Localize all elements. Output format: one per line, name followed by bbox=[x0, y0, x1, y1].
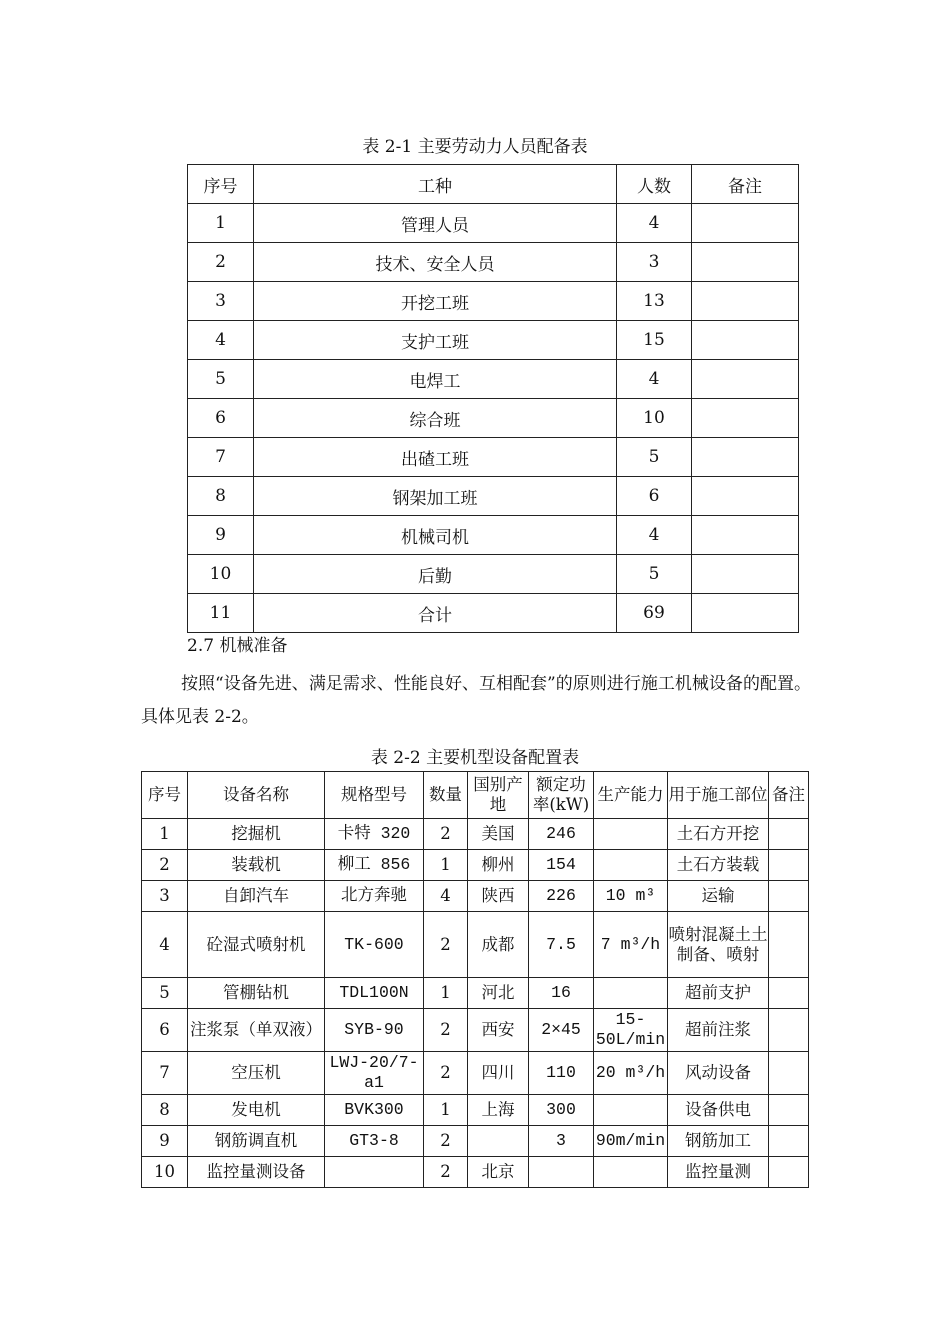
table-cell: 综合班 bbox=[254, 399, 617, 438]
table-cell: 4 bbox=[617, 360, 692, 399]
table-cell: 15-50L/min bbox=[594, 1009, 668, 1052]
table-cell bbox=[692, 204, 799, 243]
table-row bbox=[188, 594, 799, 633]
table-cell: TK-600 bbox=[325, 912, 424, 978]
table-cell: 开挖工班 bbox=[254, 282, 617, 321]
table-cell: 5 bbox=[617, 555, 692, 594]
table-cell bbox=[594, 1095, 668, 1126]
table-cell: 1 bbox=[188, 204, 254, 243]
table-cell bbox=[769, 819, 809, 850]
table-cell: 2×45 bbox=[529, 1009, 594, 1052]
table-cell bbox=[594, 850, 668, 881]
table-cell: 6 bbox=[142, 1009, 188, 1052]
table-row bbox=[188, 555, 799, 594]
table-cell bbox=[594, 819, 668, 850]
table-cell: 8 bbox=[142, 1095, 188, 1126]
table-cell: 成都 bbox=[468, 912, 529, 978]
equipment-table bbox=[141, 771, 809, 1188]
table-cell: 超前注浆 bbox=[668, 1009, 769, 1052]
table-cell: 支护工班 bbox=[254, 321, 617, 360]
table-cell: 15 bbox=[617, 321, 692, 360]
col-header-origin: 国别产地 bbox=[468, 772, 529, 819]
table-cell bbox=[769, 1095, 809, 1126]
table-cell: 7.5 bbox=[529, 912, 594, 978]
col-header-index: 序号 bbox=[188, 165, 254, 204]
table-cell: 监控量测 bbox=[668, 1157, 769, 1188]
table-row bbox=[142, 912, 809, 978]
table-row bbox=[142, 1095, 809, 1126]
table-row bbox=[142, 1126, 809, 1157]
table-cell: 20 m³/h bbox=[594, 1052, 668, 1095]
table-cell bbox=[594, 1157, 668, 1188]
table-cell bbox=[692, 594, 799, 633]
table-cell bbox=[692, 282, 799, 321]
table-cell bbox=[692, 516, 799, 555]
table-cell bbox=[692, 399, 799, 438]
col-header-qty: 数量 bbox=[424, 772, 468, 819]
table-cell: 4 bbox=[424, 881, 468, 912]
table-row bbox=[188, 360, 799, 399]
table-cell: BVK300 bbox=[325, 1095, 424, 1126]
table-cell: 陕西 bbox=[468, 881, 529, 912]
table-cell: 154 bbox=[529, 850, 594, 881]
table-cell: 2 bbox=[424, 912, 468, 978]
table-cell: 卡特 320 bbox=[325, 819, 424, 850]
table-cell: 监控量测设备 bbox=[188, 1157, 325, 1188]
table-cell: TDL100N bbox=[325, 978, 424, 1009]
table-cell: 北京 bbox=[468, 1157, 529, 1188]
table-cell bbox=[769, 850, 809, 881]
table-cell: 300 bbox=[529, 1095, 594, 1126]
table-cell: 设备供电 bbox=[668, 1095, 769, 1126]
table-cell bbox=[769, 912, 809, 978]
table-cell: 7 bbox=[188, 438, 254, 477]
table-cell: 69 bbox=[617, 594, 692, 633]
table-cell: 90m/min bbox=[594, 1126, 668, 1157]
labor-table bbox=[187, 164, 799, 633]
table-cell: 四川 bbox=[468, 1052, 529, 1095]
table-cell: 土石方开挖 bbox=[668, 819, 769, 850]
table-cell: 风动设备 bbox=[668, 1052, 769, 1095]
table-cell: 2 bbox=[188, 243, 254, 282]
table-row bbox=[188, 282, 799, 321]
table-cell: 管理人员 bbox=[254, 204, 617, 243]
table-cell: 砼湿式喷射机 bbox=[188, 912, 325, 978]
table-cell: 8 bbox=[188, 477, 254, 516]
table-row bbox=[142, 819, 809, 850]
table-cell: 注浆泵（单双液） bbox=[188, 1009, 325, 1052]
table-cell: 10 bbox=[617, 399, 692, 438]
table-cell bbox=[769, 881, 809, 912]
table-cell bbox=[529, 1157, 594, 1188]
table-cell: 10 bbox=[142, 1157, 188, 1188]
table2-caption: 表 2-2 主要机型设备配置表 bbox=[370, 748, 580, 768]
table-cell: 电焊工 bbox=[254, 360, 617, 399]
table-cell bbox=[769, 1157, 809, 1188]
table-cell: 2 bbox=[424, 819, 468, 850]
table-row bbox=[142, 978, 809, 1009]
table-cell: 上海 bbox=[468, 1095, 529, 1126]
table-cell: 喷射混凝土土制备、喷射 bbox=[668, 912, 769, 978]
section-heading: 2.7 机械准备 bbox=[187, 636, 288, 656]
table-row bbox=[142, 850, 809, 881]
table-cell: 1 bbox=[424, 850, 468, 881]
table-cell: 北方奔驰 bbox=[325, 881, 424, 912]
table-cell bbox=[468, 1126, 529, 1157]
table-cell: 空压机 bbox=[188, 1052, 325, 1095]
table-cell: 3 bbox=[617, 243, 692, 282]
table-cell: 4 bbox=[617, 516, 692, 555]
table-cell: 技术、安全人员 bbox=[254, 243, 617, 282]
table-row bbox=[142, 881, 809, 912]
col-header-count: 人数 bbox=[617, 165, 692, 204]
table-cell: 挖掘机 bbox=[188, 819, 325, 850]
table-cell: 钢架加工班 bbox=[254, 477, 617, 516]
table-header-row bbox=[142, 772, 809, 819]
col-header-model: 规格型号 bbox=[325, 772, 424, 819]
table-cell: 超前支护 bbox=[668, 978, 769, 1009]
table-cell: 4 bbox=[617, 204, 692, 243]
table-row bbox=[188, 243, 799, 282]
col-header-capacity: 生产能力 bbox=[594, 772, 668, 819]
col-header-index: 序号 bbox=[142, 772, 188, 819]
table-cell: 柳州 bbox=[468, 850, 529, 881]
table-cell: 运输 bbox=[668, 881, 769, 912]
table-cell: 钢筋加工 bbox=[668, 1126, 769, 1157]
table-cell: 7 bbox=[142, 1052, 188, 1095]
table-cell: 后勤 bbox=[254, 555, 617, 594]
table-cell bbox=[769, 1052, 809, 1095]
table-cell: 自卸汽车 bbox=[188, 881, 325, 912]
section-paragraph: 按照“设备先进、满足需求、性能良好、互相配套”的原则进行施工机械设备的配置。具体见表 2-2。 bbox=[141, 674, 811, 727]
table-row bbox=[142, 1157, 809, 1188]
table-cell: 1 bbox=[424, 978, 468, 1009]
table-cell: 6 bbox=[617, 477, 692, 516]
table-cell: 5 bbox=[617, 438, 692, 477]
table-row bbox=[188, 516, 799, 555]
table1-caption: 表 2-1 主要劳动力人员配备表 bbox=[362, 137, 588, 157]
table-cell: 9 bbox=[188, 516, 254, 555]
table-cell: 2 bbox=[424, 1052, 468, 1095]
table-cell: 装载机 bbox=[188, 850, 325, 881]
table-cell: 13 bbox=[617, 282, 692, 321]
table-cell: 226 bbox=[529, 881, 594, 912]
table-cell: 土石方装载 bbox=[668, 850, 769, 881]
table-cell: 合计 bbox=[254, 594, 617, 633]
table-row bbox=[188, 321, 799, 360]
table-cell bbox=[692, 243, 799, 282]
table-cell: 5 bbox=[188, 360, 254, 399]
table-cell: 机械司机 bbox=[254, 516, 617, 555]
equipment-table-body bbox=[142, 819, 809, 1188]
table-row bbox=[188, 477, 799, 516]
table-cell bbox=[769, 1126, 809, 1157]
col-header-name: 设备名称 bbox=[188, 772, 325, 819]
table-cell: 柳工 856 bbox=[325, 850, 424, 881]
table-header-row bbox=[188, 165, 799, 204]
table-row bbox=[142, 1009, 809, 1052]
table-cell: 管棚钻机 bbox=[188, 978, 325, 1009]
table-cell: 出碴工班 bbox=[254, 438, 617, 477]
table-cell: 16 bbox=[529, 978, 594, 1009]
table-cell: 3 bbox=[142, 881, 188, 912]
table-cell: 10 bbox=[188, 555, 254, 594]
table-cell bbox=[769, 1009, 809, 1052]
table-cell: 246 bbox=[529, 819, 594, 850]
col-header-remark: 备注 bbox=[769, 772, 809, 819]
table-cell: 7 m³/h bbox=[594, 912, 668, 978]
table-cell bbox=[692, 477, 799, 516]
table-cell: 3 bbox=[529, 1126, 594, 1157]
table-cell: SYB-90 bbox=[325, 1009, 424, 1052]
table-cell: 4 bbox=[188, 321, 254, 360]
table-cell: 发电机 bbox=[188, 1095, 325, 1126]
col-header-use: 用于施工部位 bbox=[668, 772, 769, 819]
table-cell bbox=[325, 1157, 424, 1188]
table-cell bbox=[692, 555, 799, 594]
table-cell: 110 bbox=[529, 1052, 594, 1095]
table-cell: 1 bbox=[142, 819, 188, 850]
table-cell: 9 bbox=[142, 1126, 188, 1157]
table-cell: 2 bbox=[424, 1126, 468, 1157]
table-cell: 11 bbox=[188, 594, 254, 633]
table-cell bbox=[692, 438, 799, 477]
table-cell: 2 bbox=[424, 1009, 468, 1052]
table-row bbox=[188, 438, 799, 477]
table-cell: 1 bbox=[424, 1095, 468, 1126]
table-cell bbox=[594, 978, 668, 1009]
table-row bbox=[188, 399, 799, 438]
table-cell: LWJ-20/7-a1 bbox=[325, 1052, 424, 1095]
table-cell: 西安 bbox=[468, 1009, 529, 1052]
table-cell: 4 bbox=[142, 912, 188, 978]
table-cell: 6 bbox=[188, 399, 254, 438]
table-cell: 河北 bbox=[468, 978, 529, 1009]
col-header-trade: 工种 bbox=[254, 165, 617, 204]
table-cell: 美国 bbox=[468, 819, 529, 850]
table-cell: 2 bbox=[142, 850, 188, 881]
table-cell bbox=[692, 321, 799, 360]
table-cell: GT3-8 bbox=[325, 1126, 424, 1157]
col-header-remark: 备注 bbox=[692, 165, 799, 204]
table-cell: 10 m³ bbox=[594, 881, 668, 912]
table-row bbox=[142, 1052, 809, 1095]
table-row bbox=[188, 204, 799, 243]
table-cell bbox=[692, 360, 799, 399]
labor-table-body bbox=[188, 204, 799, 633]
table-cell bbox=[769, 978, 809, 1009]
col-header-power: 额定功率(kW) bbox=[529, 772, 594, 819]
table-cell: 5 bbox=[142, 978, 188, 1009]
table-cell: 钢筋调直机 bbox=[188, 1126, 325, 1157]
table-cell: 3 bbox=[188, 282, 254, 321]
table-cell: 2 bbox=[424, 1157, 468, 1188]
